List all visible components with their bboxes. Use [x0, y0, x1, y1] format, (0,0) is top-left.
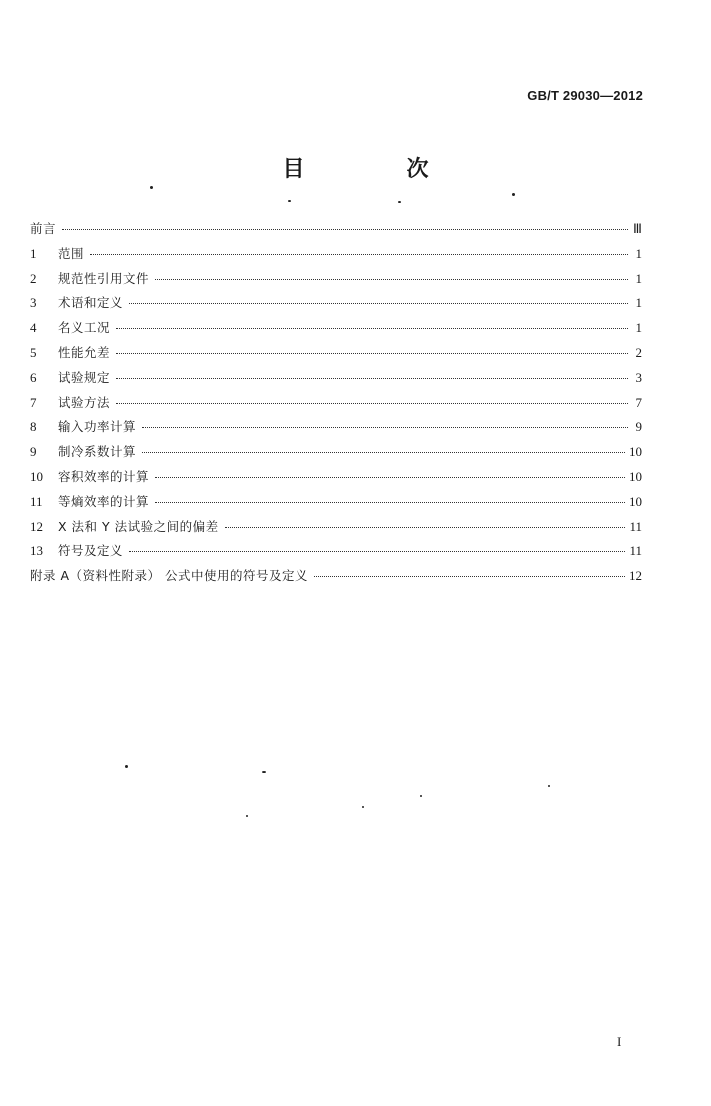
toc-entry-number: 12 [30, 518, 43, 534]
toc-entry-4[interactable] [30, 318, 642, 343]
toc-entry-page: 10 [629, 493, 642, 509]
toc-leader-dots [116, 353, 628, 354]
toc-entry-number: 11 [30, 493, 43, 509]
toc-entry-label: X 法和 Y 法试验之间的偏差 [58, 518, 219, 534]
toc-entry-page: 1 [635, 295, 642, 311]
toc-leader-dots [62, 229, 628, 230]
toc-entry-page: 9 [635, 419, 642, 435]
toc-leader-dots [129, 551, 625, 552]
standard-code: GB/T 29030—2012 [527, 88, 643, 103]
toc-entry-label: 符号及定义 [58, 543, 124, 559]
toc-leader-dots [142, 452, 625, 453]
toc-entry-9[interactable] [30, 442, 642, 467]
toc-leader-dots [116, 328, 628, 329]
scan-speck [288, 200, 291, 202]
toc-entry-8[interactable] [30, 417, 642, 442]
toc-entry-label: 名义工况 [58, 320, 111, 336]
toc-entry-page: 11 [629, 543, 642, 559]
toc-entry-page: 10 [629, 444, 642, 460]
page-title: 目 次 [282, 157, 469, 182]
toc-entry-7[interactable] [30, 393, 642, 418]
toc-entry-label: 等熵效率的计算 [58, 493, 150, 509]
toc-entry-number: 5 [30, 344, 37, 360]
toc-entry-page: 12 [629, 568, 642, 584]
scan-speck [398, 201, 401, 203]
toc-entry-label: 规范性引用文件 [58, 270, 150, 286]
scan-speck [420, 795, 422, 797]
toc-entry-number: 9 [30, 444, 37, 460]
scan-speck [362, 806, 364, 808]
toc-entry-13[interactable] [30, 541, 642, 566]
toc-entry-number: 10 [30, 468, 43, 484]
toc-entry-12[interactable] [30, 517, 642, 542]
toc-entry-page: Ⅲ [633, 221, 642, 236]
toc-entry-number: 6 [30, 369, 37, 385]
toc-entry-number: 4 [30, 320, 37, 336]
toc-leader-dots [155, 477, 625, 478]
toc-entry-label: 试验方法 [58, 394, 111, 410]
toc-leader-dots [225, 527, 626, 528]
toc-entry-number: 3 [30, 295, 37, 311]
page-number: I [617, 1034, 622, 1049]
scan-speck [512, 193, 515, 196]
toc-entry-number: 8 [30, 419, 37, 435]
toc-entry-10[interactable] [30, 467, 642, 492]
toc-leader-dots [116, 403, 628, 404]
scan-speck [125, 765, 128, 768]
toc-entry-page: 2 [635, 344, 642, 360]
toc-entry-label: 试验规定 [58, 369, 111, 385]
toc-leader-dots [129, 303, 628, 304]
toc-leader-dots [155, 502, 625, 503]
toc-leader-dots [155, 279, 628, 280]
toc-entry-label: 输入功率计算 [58, 419, 137, 435]
toc-entry-1[interactable] [30, 244, 642, 269]
scan-speck [548, 785, 550, 787]
toc-entry-appendix-a[interactable] [30, 566, 642, 591]
toc-leader-dots [142, 427, 628, 428]
toc-entry-number: 7 [30, 394, 37, 410]
toc-leader-dots [90, 254, 628, 255]
table-of-contents [30, 219, 642, 591]
toc-entry-label: 制冷系数计算 [58, 444, 137, 460]
toc-entry-preface[interactable] [30, 219, 642, 244]
toc-entry-page: 10 [629, 468, 642, 484]
toc-entry-number: 13 [30, 543, 43, 559]
toc-entry-6[interactable] [30, 368, 642, 393]
scan-speck [246, 815, 248, 817]
toc-entry-page: 1 [635, 245, 642, 261]
toc-entry-page: 7 [635, 394, 642, 410]
toc-entry-5[interactable] [30, 343, 642, 368]
toc-entry-page: 3 [635, 369, 642, 385]
toc-leader-dots [116, 378, 628, 379]
toc-entry-number: 1 [30, 245, 37, 261]
scan-speck [262, 771, 266, 773]
toc-entry-page: 11 [629, 518, 642, 534]
toc-entry-label: 术语和定义 [58, 295, 124, 311]
toc-entry-label: 前言 [30, 221, 57, 236]
toc-leader-dots [314, 576, 625, 577]
toc-entry-2[interactable] [30, 269, 642, 294]
toc-entry-number: 2 [30, 270, 37, 286]
toc-entry-page: 1 [635, 320, 642, 336]
toc-entry-page: 1 [635, 270, 642, 286]
toc-entry-label: 性能允差 [58, 344, 111, 360]
toc-entry-3[interactable] [30, 293, 642, 318]
toc-entry-label: 容积效率的计算 [58, 468, 150, 484]
toc-entry-label: 范围 [58, 245, 85, 261]
toc-entry-label: 附录 A（资料性附录） 公式中使用的符号及定义 [30, 568, 308, 584]
scan-speck [150, 186, 153, 189]
toc-entry-11[interactable] [30, 492, 642, 517]
